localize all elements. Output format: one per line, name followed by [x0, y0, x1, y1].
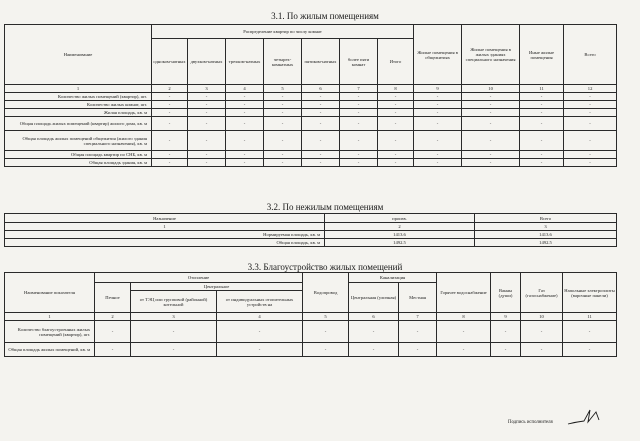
cell-value: -	[264, 117, 302, 131]
section1-title: 3.1. По жилым помещениям	[271, 11, 379, 21]
cell-value: 1413.6	[325, 231, 475, 239]
cell-value: -	[226, 159, 264, 167]
table-row	[5, 93, 617, 101]
cell-value: -	[414, 101, 462, 109]
cell-value: -	[563, 343, 617, 357]
cell-value: -	[462, 131, 520, 151]
cell-value: -	[349, 321, 399, 343]
table-row	[5, 231, 617, 239]
cell-value: -	[437, 321, 491, 343]
col-number: 6	[349, 313, 399, 321]
cell-value: -	[378, 131, 414, 151]
col-number: 2	[152, 85, 188, 93]
cell-value: -	[414, 117, 462, 131]
cell-value: -	[491, 343, 521, 357]
electric-header: Напольные электроплиты (варочные панели)	[563, 273, 617, 313]
col-number: 1	[5, 85, 152, 93]
indicator-name-header: Наименование показателя	[5, 273, 95, 313]
table-row	[5, 109, 617, 117]
col-header-2: двухком-натных	[188, 39, 226, 85]
col-number: 8	[437, 313, 491, 321]
cell-value: -	[226, 93, 264, 101]
cell-value: -	[264, 93, 302, 101]
cell-value: -	[302, 93, 340, 101]
cell-value: -	[226, 131, 264, 151]
cell-value: -	[414, 151, 462, 159]
cell-value: -	[340, 101, 378, 109]
col-header-6: более пяти комнат	[340, 39, 378, 85]
cell-value: -	[378, 101, 414, 109]
cell-value: -	[520, 109, 564, 117]
col-number: 7	[399, 313, 437, 321]
cell-value: -	[521, 343, 563, 357]
cell-value: -	[152, 159, 188, 167]
cell-value: -	[520, 159, 564, 167]
table-row	[5, 131, 617, 151]
cell-value: -	[399, 343, 437, 357]
cell-value: -	[378, 159, 414, 167]
col-number: 5	[303, 313, 349, 321]
cell-value: -	[188, 109, 226, 117]
table-row	[5, 239, 617, 247]
total-header: Всего	[475, 214, 617, 223]
col-header-10: Иные жилые помещения	[520, 25, 564, 85]
cell-value: -	[340, 117, 378, 131]
cell-value: -	[462, 93, 520, 101]
row-label: Количество жилых помещений (квартир), шт.	[5, 93, 152, 101]
stove-header: Печное	[95, 283, 131, 313]
from-individual-header: от индивидуальных отопительных устройств на	[217, 291, 303, 313]
row-label: Общая площадь жилых помещений, кв. м	[5, 343, 95, 357]
col-number: 10	[462, 85, 520, 93]
living-premises-table	[4, 24, 617, 167]
purpose-header: Назначение	[5, 214, 325, 223]
col-number: 6	[302, 85, 340, 93]
cell-value: -	[152, 131, 188, 151]
col-number: 3	[188, 85, 226, 93]
cell-value: -	[131, 321, 217, 343]
cell-value: -	[521, 321, 563, 343]
row-label: Общая площадь квартир по СНБ, кв. м	[5, 151, 152, 159]
col-header-8: Жилые помещения в общежитиях	[414, 25, 462, 85]
col-number: 2	[325, 223, 475, 231]
cell-value: -	[95, 343, 131, 357]
cell-value: -	[152, 93, 188, 101]
table-row	[5, 151, 617, 159]
col-number: 9	[414, 85, 462, 93]
cell-value: -	[226, 101, 264, 109]
col-header-4: четырех-комнатных	[264, 39, 302, 85]
cell-value: -	[152, 117, 188, 131]
cell-value: -	[414, 159, 462, 167]
gas-header: Газ (газоснабжение)	[521, 273, 563, 313]
sewer-header: Канализация	[349, 273, 437, 283]
cell-value: -	[188, 159, 226, 167]
col-number: 3	[131, 313, 217, 321]
cell-value: -	[378, 93, 414, 101]
cell-value: 1492.5	[325, 239, 475, 247]
central-header: Центральное	[131, 283, 303, 291]
col-number: 1	[5, 223, 325, 231]
cell-value: -	[152, 109, 188, 117]
cell-value: -	[520, 131, 564, 151]
cell-value: -	[226, 117, 264, 131]
cell-value: -	[302, 109, 340, 117]
col-number: 11	[520, 85, 564, 93]
col-header-3: трехком-натных	[226, 39, 264, 85]
col-number: 9	[491, 313, 521, 321]
cell-value: -	[264, 109, 302, 117]
cell-value: -	[264, 151, 302, 159]
col-header-9: Жилые помещения в жилых зданиях специального назначения	[462, 25, 520, 85]
col-number: 10	[521, 313, 563, 321]
cell-value: -	[564, 131, 617, 151]
sewer-local-header: Местная	[399, 283, 437, 313]
cell-value: -	[303, 343, 349, 357]
cell-value: -	[302, 131, 340, 151]
cell-value: -	[264, 159, 302, 167]
cell-value: -	[564, 93, 617, 101]
cell-value: -	[302, 159, 340, 167]
baths-header: Ванны (души)	[491, 273, 521, 313]
col-number: 5	[264, 85, 302, 93]
cell-value: -	[188, 101, 226, 109]
col-number: 7	[340, 85, 378, 93]
cell-value: -	[340, 93, 378, 101]
cell-value: -	[414, 131, 462, 151]
cell-value: -	[414, 93, 462, 101]
col-number: 8	[378, 85, 414, 93]
cell-value: -	[131, 343, 217, 357]
table-row	[5, 343, 617, 357]
cell-value: -	[152, 101, 188, 109]
cell-value: -	[188, 151, 226, 159]
cell-value: -	[302, 117, 340, 131]
cell-value: -	[437, 343, 491, 357]
col-number: 2	[95, 313, 131, 321]
section2-title: 3.2. По нежилым помещениям	[266, 202, 384, 212]
cell-value: 1413.6	[475, 231, 617, 239]
cell-value: -	[378, 117, 414, 131]
row-label: Количество жилых комнат, шт.	[5, 101, 152, 109]
cell-value: -	[217, 321, 303, 343]
signature-label: Подпись исполнителя	[508, 420, 553, 425]
cell-value: -	[340, 151, 378, 159]
cell-value: -	[462, 109, 520, 117]
cell-value: -	[414, 109, 462, 117]
col-number: 1	[5, 313, 95, 321]
col-number: 4	[226, 85, 264, 93]
cell-value: 1492.5	[475, 239, 617, 247]
cell-value: -	[188, 117, 226, 131]
table-row	[5, 159, 617, 167]
column-number-row	[5, 85, 617, 93]
cell-value: -	[378, 109, 414, 117]
cell-value: -	[226, 151, 264, 159]
col-number: 3	[475, 223, 617, 231]
cell-value: -	[399, 321, 437, 343]
cell-value: -	[340, 131, 378, 151]
cell-value: -	[564, 101, 617, 109]
cell-value: -	[462, 101, 520, 109]
production-header: произв.	[325, 214, 475, 223]
cell-value: -	[264, 131, 302, 151]
cell-value: -	[188, 131, 226, 151]
table-row	[5, 321, 617, 343]
row-label: Общая площадь жилых помещений общежития (жилого здания специального назначения), кв. м	[5, 131, 152, 151]
cell-value: -	[226, 109, 264, 117]
cell-value: -	[340, 159, 378, 167]
row-label: Жилая площадь, кв. м	[5, 109, 152, 117]
row-label: Нормируемая площадь, кв. м	[5, 231, 325, 239]
hot-water-header: Горячее водоснабжение	[437, 273, 491, 313]
row-label: Общая площадь жилых помещений (квартир) жилого дома, кв. м	[5, 117, 152, 131]
heating-header: Отопление	[95, 273, 303, 283]
col-header-5: пятиком-натных	[302, 39, 340, 85]
column-number-row	[5, 313, 617, 321]
row-label: Количество благоустроенных жилых помещений (квартир), шт.	[5, 321, 95, 343]
name-header: Наименование	[5, 25, 152, 85]
cell-value: -	[563, 321, 617, 343]
nonliving-premises-table	[4, 213, 617, 247]
cell-value: -	[564, 151, 617, 159]
sewer-central-header: Центральная (уличная)	[349, 283, 399, 313]
from-tec-header: от ТЭЦ или групповой (районной) котельной	[131, 291, 217, 313]
cell-value: -	[564, 109, 617, 117]
cell-value: -	[520, 117, 564, 131]
table-row	[5, 101, 617, 109]
cell-value: -	[152, 151, 188, 159]
col-header-7: Итого	[378, 39, 414, 85]
water-header: Водопровод	[303, 273, 349, 313]
table-row	[5, 117, 617, 131]
rooms-group-header: Распределение квартир по числу комнат	[152, 25, 414, 39]
cell-value: -	[349, 343, 399, 357]
col-number: 12	[564, 85, 617, 93]
cell-value: -	[462, 117, 520, 131]
cell-value: -	[217, 343, 303, 357]
amenities-table	[4, 272, 617, 357]
signature-scribble	[566, 406, 606, 428]
cell-value: -	[340, 109, 378, 117]
col-number: 4	[217, 313, 303, 321]
cell-value: -	[462, 159, 520, 167]
cell-value: -	[520, 151, 564, 159]
cell-value: -	[564, 117, 617, 131]
cell-value: -	[188, 93, 226, 101]
row-label: Общая площадь, кв. м	[5, 239, 325, 247]
cell-value: -	[264, 101, 302, 109]
cell-value: -	[520, 101, 564, 109]
cell-value: -	[378, 151, 414, 159]
col-number: 11	[563, 313, 617, 321]
col-header-11: Всего	[564, 25, 617, 85]
cell-value: -	[462, 151, 520, 159]
cell-value: -	[303, 321, 349, 343]
cell-value: -	[302, 101, 340, 109]
cell-value: -	[520, 93, 564, 101]
row-label: Общая площадь здания, кв. м	[5, 159, 152, 167]
col-header-1: одноком-натных	[152, 39, 188, 85]
cell-value: -	[564, 159, 617, 167]
cell-value: -	[491, 321, 521, 343]
section3-title: 3.3. Благоустройство жилых помещений	[247, 262, 403, 272]
cell-value: -	[95, 321, 131, 343]
cell-value: -	[302, 151, 340, 159]
